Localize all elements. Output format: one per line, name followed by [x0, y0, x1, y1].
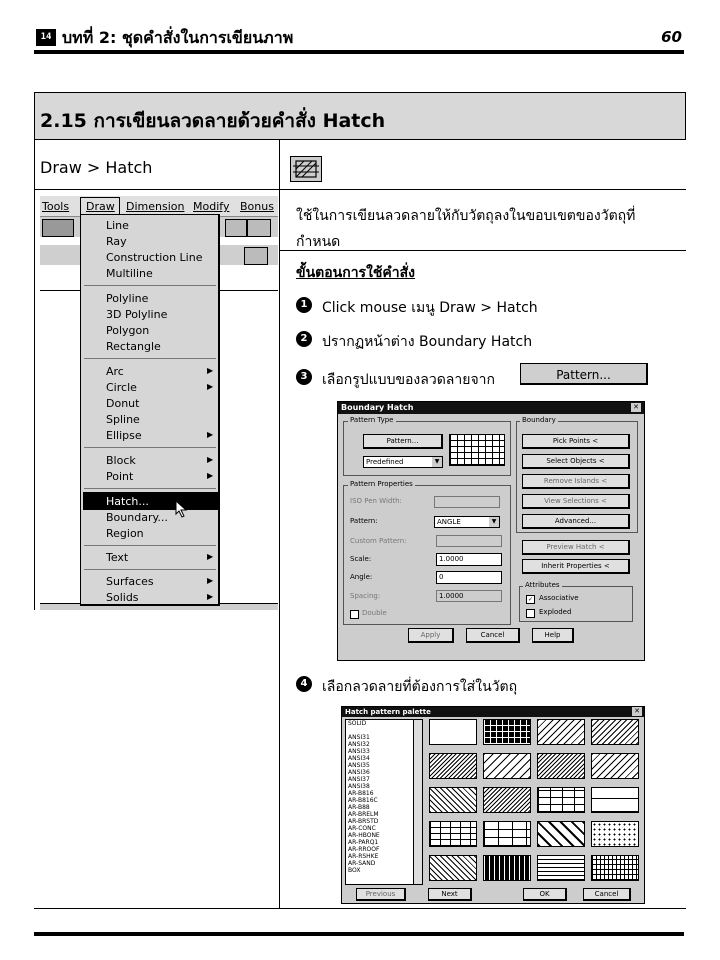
menu-item-region[interactable]: Region	[106, 527, 144, 540]
header-rule	[34, 50, 684, 54]
pattern-swatch[interactable]	[537, 821, 585, 847]
close-icon[interactable]: ✕	[632, 707, 642, 716]
column-divider	[279, 140, 280, 908]
pattern-swatch[interactable]	[591, 821, 639, 847]
list-item[interactable]: ANSI32	[348, 741, 370, 748]
angle-label: Angle:	[350, 573, 373, 581]
menu-item-ellipse[interactable]: Ellipse	[106, 429, 142, 442]
step-text: ปรากฏหน้าต่าง Boundary Hatch	[322, 334, 533, 350]
custom-pattern-label: Custom Pattern:	[350, 537, 407, 545]
preview-hatch-button[interactable]: Preview Hatch <	[522, 540, 630, 555]
toolbar-button-icon[interactable]	[225, 219, 247, 237]
scale-field[interactable]: 1.0000	[436, 553, 502, 566]
list-item[interactable]: ANSI34	[348, 755, 370, 762]
list-item[interactable]: ANSI35	[348, 762, 370, 769]
submenu-arrow-icon: ▶	[207, 592, 214, 601]
cancel-button[interactable]: Cancel	[583, 888, 631, 901]
menu-item-ray[interactable]: Ray	[106, 235, 127, 248]
group-label: Pattern Type	[350, 416, 394, 424]
menu-item-arc[interactable]: Arc	[106, 365, 124, 378]
dialog-title: Boundary Hatch	[338, 402, 644, 414]
menu-item-surfaces[interactable]: Surfaces	[106, 575, 154, 588]
section-title: 2.15 การเขียนลวดลายด้วยคำสั่ง Hatch	[40, 110, 386, 132]
group-label: Attributes	[525, 581, 560, 589]
pattern-swatch[interactable]	[537, 855, 585, 881]
list-item[interactable]: AR-PARQ1	[348, 839, 379, 846]
pattern-swatch[interactable]	[591, 787, 639, 813]
double-label: Double	[362, 609, 387, 617]
menu-item-text[interactable]: Text	[106, 551, 129, 564]
step-text: Click mouse เมนู Draw > Hatch	[322, 300, 538, 316]
scale-label: Scale:	[350, 555, 372, 563]
advanced-button[interactable]: Advanced...	[522, 514, 630, 529]
spacing-label: Spacing:	[350, 592, 381, 600]
menu-item-rectangle[interactable]: Rectangle	[106, 340, 161, 353]
description-line: ใช้ในการเขียนลวดลายให้กับวัตถุลงในขอบเขตของวัตถุที่	[296, 208, 636, 224]
pick-points-button[interactable]: Pick Points <	[522, 434, 630, 449]
step-text: เลือกรูปแบบของลวดลายจาก	[322, 372, 495, 388]
pattern-swatch-solid[interactable]	[429, 719, 477, 745]
menu-separator	[84, 447, 216, 448]
list-scrollbar[interactable]	[413, 720, 422, 884]
step-text: เลือกลวดลายที่ต้องการใส่ในวัตถุ	[322, 679, 518, 695]
list-item[interactable]: ANSI33	[348, 748, 370, 755]
chapter-icon: 14	[36, 29, 56, 46]
list-item[interactable]: ANGLE	[348, 727, 369, 734]
list-item[interactable]: AR-B816C	[348, 797, 378, 804]
pattern-swatch[interactable]	[429, 753, 477, 779]
attributes-group	[519, 586, 633, 622]
pattern-button[interactable]: Pattern...	[363, 434, 443, 449]
pattern-swatch[interactable]	[429, 787, 477, 813]
list-item[interactable]: SOLID	[348, 720, 367, 727]
pattern-swatch[interactable]	[537, 787, 585, 813]
menu-modify[interactable]: Modify	[193, 200, 230, 213]
view-selections-button[interactable]: View Selections <	[522, 494, 630, 509]
menu-separator	[84, 569, 216, 570]
associative-checkbox[interactable]: ✓	[527, 596, 534, 603]
list-item[interactable]: ANSI31	[348, 734, 370, 741]
chevron-down-icon[interactable]: ▼	[432, 457, 442, 467]
list-item[interactable]: AR-B88	[348, 804, 370, 811]
pattern-swatch	[449, 434, 505, 466]
select-objects-button[interactable]: Select Objects <	[522, 454, 630, 469]
menu-item-solids[interactable]: Solids	[106, 591, 139, 604]
step-number: 3	[296, 369, 312, 385]
pattern-select[interactable]: ANGLE	[434, 516, 500, 528]
menu-separator	[84, 358, 216, 359]
menu-bonus[interactable]: Bonus	[240, 200, 274, 213]
pattern-swatch[interactable]	[429, 855, 477, 881]
menu-item-multiline[interactable]: Multiline	[106, 267, 153, 280]
steps-heading: ขั้นตอนการใช้คำสั่ง	[296, 265, 416, 281]
list-item[interactable]: ANSI37	[348, 776, 370, 783]
angle-field[interactable]: 0	[436, 571, 502, 584]
inherit-properties-button[interactable]: Inherit Properties <	[522, 559, 630, 574]
step-number: 2	[296, 331, 312, 347]
list-item[interactable]: ANSI38	[348, 783, 370, 790]
menu-dimension[interactable]: Dimension	[126, 200, 185, 213]
menu-item-point[interactable]: Point	[106, 470, 134, 483]
table-bottom-rule	[34, 908, 686, 909]
menu-item-3d-polyline[interactable]: 3D Polyline	[106, 308, 168, 321]
list-item[interactable]: AR-RSHKE	[348, 853, 379, 860]
description-line: กำหนด	[296, 234, 341, 250]
list-item[interactable]: AR-BRELM	[348, 811, 379, 818]
remove-islands-button[interactable]: Remove Islands <	[522, 474, 630, 489]
menu-separator	[84, 545, 216, 546]
associative-label: Associative	[539, 594, 579, 602]
iso-pen-width-select[interactable]	[434, 496, 500, 508]
menu-separator	[84, 488, 216, 489]
menu-highlight	[83, 492, 218, 510]
pattern-swatch[interactable]	[537, 719, 585, 745]
menu-item-polygon[interactable]: Polygon	[106, 324, 150, 337]
exploded-checkbox[interactable]	[526, 609, 535, 618]
submenu-arrow-icon: ▶	[207, 430, 214, 439]
pattern-swatch-angle[interactable]	[483, 719, 531, 745]
next-button[interactable]: Next	[428, 888, 472, 901]
pattern-swatch[interactable]	[537, 753, 585, 779]
hatch-icon	[290, 156, 322, 182]
pattern-type-select[interactable]: Predefined	[363, 456, 443, 468]
custom-pattern-field[interactable]	[436, 535, 502, 547]
menu-item-spline[interactable]: Spline	[106, 413, 140, 426]
exploded-label: Exploded	[539, 608, 572, 616]
pattern-swatch[interactable]	[483, 787, 531, 813]
menu-item-donut[interactable]: Donut	[106, 397, 140, 410]
list-item[interactable]: AR-SAND	[348, 860, 376, 867]
menu-separator	[84, 285, 216, 286]
toolbar-button-icon[interactable]	[247, 219, 271, 237]
help-button[interactable]: Help	[532, 628, 574, 643]
menu-item-block[interactable]: Block	[106, 454, 136, 467]
left-border	[34, 140, 35, 610]
spacing-field[interactable]: 1.0000	[436, 590, 502, 602]
command-path: Draw > Hatch	[40, 158, 153, 177]
submenu-arrow-icon: ▶	[207, 382, 214, 391]
page-number: 60	[661, 28, 682, 46]
list-item[interactable]: AR-CONC	[348, 825, 376, 832]
pattern-swatch[interactable]	[483, 821, 531, 847]
menu-item-line[interactable]: Line	[106, 219, 129, 232]
menu-draw[interactable]: Draw	[86, 200, 115, 213]
iso-pen-width-label: ISO Pen Width:	[350, 497, 402, 505]
pattern-swatch[interactable]	[429, 821, 477, 847]
pattern-label: Pattern:	[350, 517, 378, 525]
close-icon[interactable]: ✕	[631, 403, 641, 412]
toolbar-button-icon[interactable]	[244, 247, 268, 265]
menu-item-hatch[interactable]: Hatch...	[106, 495, 149, 508]
submenu-arrow-icon: ▶	[207, 576, 214, 585]
submenu-arrow-icon: ▶	[207, 366, 214, 375]
double-checkbox[interactable]	[350, 610, 359, 619]
dialog-title: Hatch pattern palette	[342, 707, 644, 717]
list-item[interactable]: AR-B816	[348, 790, 374, 797]
group-label: Pattern Properties	[350, 480, 413, 488]
list-item[interactable]: BOX	[348, 867, 361, 874]
group-label: Boundary	[522, 416, 556, 424]
description-rule	[280, 250, 686, 251]
menu-item-boundary[interactable]: Boundary...	[106, 511, 168, 524]
pattern-list[interactable]	[345, 719, 423, 885]
step-number: 4	[296, 676, 312, 692]
cancel-button[interactable]: Cancel	[466, 628, 520, 643]
menu-item-construction-line[interactable]: Construction Line	[106, 251, 203, 264]
chevron-down-icon[interactable]: ▼	[489, 517, 499, 527]
pattern-swatch[interactable]	[483, 753, 531, 779]
pattern-swatch[interactable]	[483, 855, 531, 881]
pattern-swatch[interactable]	[591, 855, 639, 881]
ok-button[interactable]: OK	[523, 888, 567, 901]
step-number: 1	[296, 297, 312, 313]
pattern-swatch[interactable]	[591, 753, 639, 779]
menu-item-polyline[interactable]: Polyline	[106, 292, 149, 305]
list-item[interactable]: AR-RROOF	[348, 846, 380, 853]
pattern-button-illustration[interactable]: Pattern...	[520, 363, 648, 385]
mouse-cursor-icon	[175, 500, 189, 522]
list-item[interactable]: AR-BRSTD	[348, 818, 379, 825]
submenu-arrow-icon: ▶	[207, 552, 214, 561]
previous-button[interactable]: Previous	[356, 888, 406, 901]
pattern-swatch[interactable]	[591, 719, 639, 745]
submenu-arrow-icon: ▶	[207, 471, 214, 480]
menu-item-circle[interactable]: Circle	[106, 381, 137, 394]
submenu-arrow-icon: ▶	[207, 455, 214, 464]
toolbar-button-icon[interactable]	[42, 219, 74, 237]
apply-button[interactable]: Apply	[408, 628, 454, 643]
footer-rule	[34, 932, 684, 936]
menu-tools[interactable]: Tools	[42, 200, 70, 213]
list-item[interactable]: ANSI36	[348, 769, 370, 776]
list-item[interactable]: AR-HBONE	[348, 832, 380, 839]
chapter-title: บทที่ 2: ชุดคำสั่งในการเขียนภาพ	[62, 28, 294, 47]
